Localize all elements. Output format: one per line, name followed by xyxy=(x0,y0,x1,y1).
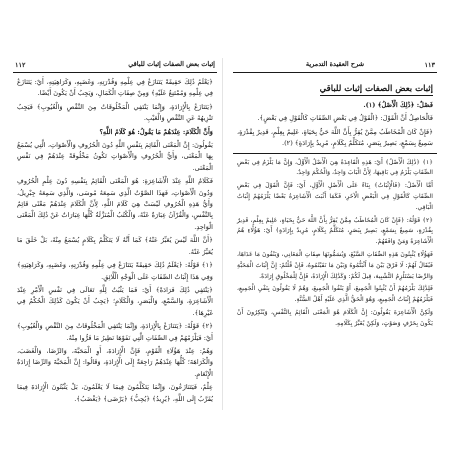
section-title: إثبات بعض الصفات إثبات للباقي xyxy=(319,84,433,94)
page-gutter xyxy=(222,58,223,410)
left-paragraph: ﴿أَنَّ اللَّهَ لَيْسَ يُعَبِّرُ عَنْهُ﴾ كَمَا أَنَّهُ لَا يَتَكَلَّمُ بِكَلَامٍ يُسْمَعُ مِنْهُ، بَلْ خَلَقَ مَا يُعَبِّرُ عَنْهُ. xyxy=(17,236,213,256)
right-main-paragraph: ﴿فَإِنْ كَانَ الْمُخَاطَبُ مِمَّنْ يُقِرُّ بِأَنَّ اللَّهَ حَيٌّ بِحَيَاةٍ، عَلِيمٌ بِعِلْمٍ، قَدِيرٌ بِقُدْرَةٍ، سَمِيعٌ بِسَمْعٍ، بَصِيرٌ بِبَصَرٍ، مُتَكَلِّمٌ بِكَلَامٍ، مُرِيدٌ بِإِرَادَةٍ﴾ (٢). xyxy=(237,127,433,148)
note-paragraph: ﴿٢﴾ قَوْلُهُ: ﴿فَإِنْ كَانَ الْمُخَاطَبُ مِمَّنْ يُقِرُّ بِأَنَّ اللَّهَ حَيٌّ بِحَيَاةٍ، عَلِيمٌ بِعِلْمٍ، قَدِيرٌ بِقُدْرَةٍ، سَمِيعٌ بِسَمْعٍ، بَصِيرٌ بِبَصَرٍ، مُتَكَلِّمٌ بِكَلَامٍ، مُرِيدٌ بِإِرَادَةٍ﴾ أَيْ: هَؤُلَاءِ هُمُ الْأَشَاعِرَةُ وَمَنْ وَافَقَهُمْ. xyxy=(237,216,433,246)
left-paragraph: يَقُولُونَ: إِنَّ الْمَعْنَى الْقَائِمَ بِنَفْسِ اللَّهِ دُونَ الْحُرُوفِ وَالْأَصْوَاتِ، الَّتِي يُسْمَعُ بِهَا الْمَعْنَى، وَأَيُّ الْحُرُوفِ وَالْأَصْوَاتِ تَكُونُ مَخْلُوقَةً عِنْدَهُمْ فِي نَفْسِ الْمَعْنَى. xyxy=(17,141,213,172)
left-page-header xyxy=(13,58,217,73)
left-paragraph: وَأَنَّ الْكَلَامَ: عِنْدَهُمْ مَا يَقُولُ: هُوَ كَلَامُ اللَّهِ؟ xyxy=(99,127,213,136)
right-page-number: ١١٣ xyxy=(424,61,435,69)
right-header-title: شرح العقيدة التدمرية xyxy=(305,60,365,68)
left-paragraph: وَهُمْ: عِنْدَ هَؤُلَاءِ الْقَوْمِ، فَإِنَّ الْإِرَادَةَ، أَوِ الْمَحَبَّةَ، وَالرِّضَا، وَالْغَضَبَ، وَالْكَرَاهَةَ؛ كُلُّهَا عِنْدَهُمْ رَاجِعَةٌ إِلَى الْإِرَادَةِ، وَقَالُوا: إِنَّ الْمَحَبَّةَ وَالرِّضَا إِرَادَةُ الْإِنْعَامِ. xyxy=(17,346,213,378)
note-paragraph: فَهَؤُلَاءِ يُثْبِتُونَ هَذِهِ الصِّفَاتِ السَّبْعَ، وَيُسَمُّونَهَا صِفَاتِ الْمَعَانِي، وَيَنْفُونَ مَا عَدَاهَا، فَيُقَالُ لَهُمْ: لَا فَرْقَ بَيْنَ مَا أَثْبَتُّمُوهُ وَبَيْنَ مَا نَفَيْتُمُوهُ، فَإِنْ قُلْتُمْ: إِنَّ إِثْبَاتَ الْمَحَبَّةِ وَالرِّضَا يَسْتَلْزِمُ التَّشْبِيهَ، قِيلَ لَكُمْ: وَكَذَٰلِكَ الْإِرَادَةُ، فَإِنَّ لِلْمَخْلُوقِ إِرَادَةً. xyxy=(237,251,433,280)
left-paragraph: فَكَلَامُ اللَّهِ عِنْدَ الْأَشَاعِرَةِ: هُوَ الْمَعْنَى الْقَائِمُ بِنَفْسِهِ دُونَ عِلْمِ الْحُرُوفِ وَدُونَ الْأَصْوَاتِ، فَهَذَا الصَّوْتُ الَّذِي سَمِعَهُ مُوسَى، وَالَّذِي سَمِعَهُ جِبْرِيلُ، وَأَيُّ هَذِهِ الْحُرُوفِ لَيْسَتْ هِيَ كَلَامَ اللَّهِ، لِأَنَّ الْكَلَامَ عِنْدَهُمْ مَعْنًى قَائِمٌ بِالنَّفْسِ، وَالْقُرْآنُ عِبَارَةٌ عَنْهُ، وَالْكُتُبُ الْمُنَزَّلَةُ كُلُّهَا عِبَارَاتٌ عَنْ ذَٰلِكَ الْمَعْنَى الْوَاحِدِ. xyxy=(17,177,213,231)
note-paragraph: أَمَّا الْأَصْلُ: ﴿فَالْإِثْبَاتُ﴾ بِنَاءً عَلَى الْأَصْلِ الْأَوَّلِ، أَيْ: فَإِنَّ الْقَوْلَ فِي بَعْضِ الصِّفَاتِ كَالْقَوْلِ فِي الْبَعْضِ الْآخَرِ، فَكَمَا أَثْبَتَ الْأَشَاعِرَةُ بَعْضًا يَلْزَمُهُمْ إِثْبَاتُ الْبَاقِي. xyxy=(237,182,433,211)
right-main-paragraph: فَصْلٌ: ﴿ذَٰلِكَ الْأَصْلُ﴾ (١). xyxy=(363,101,433,109)
left-paragraph: ﴿يَنْتَفِي ذَٰلِكَ فَرَادَةً﴾ أَيْ: فَمَا يَثْبُتُ لِلَّهِ تَعَالَى فِي نَفْسِ الْأَمْرِ عِنْدَ الْأَشَاعِرَةِ، وَالسَّمْعِ، وَالْبَصَرِ، وَالْكَلَامِ؛ ﴿يَجِبُ أَنْ يَكُونَ كَذَٰلِكَ الْحُكْمُ فِي غَيْرِهَا﴾. xyxy=(17,285,213,317)
right-page xyxy=(233,58,437,410)
note-paragraph: وَلَكِنَّ الْأَشَاعِرَةَ يَقُولُونَ: إِنَّ الْكَلَامَ هُوَ الْمَعْنَى الْقَائِمُ بِالنَّفْسِ، وَيُنْكِرُونَ أَنْ يَكُونَ بِحَرْفٍ وَصَوْتٍ، وَلَكِنْ يُعَبِّرُ بِكَلَامِهِ. xyxy=(237,308,433,327)
note-paragraph: فَلِذَٰلِكَ يَلْزَمُهُمْ أَنْ يُثْبِتُوا الْجَمِيعَ، أَوْ يَنْفُوا الْجَمِيعَ، وَهُمْ لَا يَقُولُونَ بِنَفْيِ الْجَمِيعِ، فَيَلْزَمُهُمْ إِثْبَاتُ الْجَمِيعِ، وَهُوَ الْحَقُّ الَّذِي عَلَيْهِ أَهْلُ السُّنَّةِ. xyxy=(237,285,433,304)
right-page-header xyxy=(233,58,437,73)
left-header-title: إثبات بعض الصفات إثبات للباقي xyxy=(128,60,215,68)
right-main-paragraph: فَالْحَاصِلُ أَنَّ الْقَوْلَ: ﴿الْقَوْلُ فِي بَعْضِ الصِّفَاتِ كَالْقَوْلِ فِي بَعْضٍ﴾. xyxy=(257,114,433,123)
left-page xyxy=(13,58,217,410)
note-paragraph: ﴿١﴾ ﴿ذَٰلِكَ الْأَصْلُ﴾ أَيْ: هَذِهِ الْقَاعِدَةُ هِيَ الْأَصْلُ الْأَوَّلُ، وَإِنَّ مَا يَلْزَمُ فِي بَعْضِ الصِّفَاتِ يَلْزَمُ فِي بَاقِيهَا، لِأَنَّ الْبَابَ وَاحِدٌ، وَالْحُكْمَ وَاحِدٌ. xyxy=(237,158,433,177)
left-paragraph: ﴿١﴾ قَوْلُهُ: ﴿يَعْلَمُ ذَٰلِكَ حَقِيقَةً يَتَنَازَعُ فِي عِلْمِهِ وَقُدْرَتِهِ، وَغَضَبِهِ، وَكَرَاهِيَتِهِ﴾ وَفِي هَذَا إِثْبَاتُ الصِّفَاتِ عَلَى الْوَجْهِ الْلَّائِقِ. xyxy=(17,261,213,281)
left-paragraph: ﴿يَعْلَمُ ذَٰلِكَ حَقِيقَةً يَتَنَازَعُ فِي عِلْمِهِ وَقُدْرَتِهِ، وَغَضَبِهِ، وَكَرَاهِيَتِهِ، أَيْ: يَتَنَازَعُ فِي عِلْمِهِ وَمُمْتَنِعٌ عَلَيْهِ﴾ وَمِنْ صِفَاتِ الْكَمَالِ، وَيَجِبُ أَنْ يَكُونَ أَيْضًا. xyxy=(17,78,213,98)
right-page-notes xyxy=(233,158,437,330)
left-page-body xyxy=(13,73,217,405)
left-paragraph: عِلْمٌ، فَيَتَنَازَعُونَ، وَإِنَّمَا يَتَكَلَّمُونَ فِيمَا لَا يَعْلَمُونَ، بَلْ يَثْبُتُونَ الْإِرَادَةَ فِيمَا يُقَرَّبُ إِلَى اللَّهِ، ﴿يُرِيدُ﴾ ﴿يُحِبُّ﴾ ﴿يَرْضَى﴾ ﴿يَغْضَبُ﴾. xyxy=(17,383,213,403)
left-page-number: ١١٢ xyxy=(15,61,26,69)
left-paragraph: ﴿يَتَنَازَعُ بِالْإِرَادَةِ، وَإِنَّمَا يَنْتَفِي الْمَخْلُوقَاتُ مِنَ النَّقْصِ وَالْعُيُوبِ﴾ فَيَجِبُ تَنْزِيهُهُ عَنِ النَّقْصِ وَالْعَيْبِ. xyxy=(17,102,213,123)
right-page-body xyxy=(233,73,437,150)
notes-divider xyxy=(233,153,437,154)
left-paragraph: ﴿٢﴾ قَوْلُهُ: ﴿يَتَنَازَعُ بِالْإِرَادَةِ، وَإِنَّمَا يَنْتَفِي الْمَخْلُوقَاتُ مِنَ النَّقْصِ وَالْعُيُوبِ﴾ أَيْ: فَيَلْزَمُهُمْ فِي الصِّفَاتِ الَّتِي نَفَوْهَا نَظِيرُ مَا فَرُّوا مِنْهُ. xyxy=(17,322,213,342)
